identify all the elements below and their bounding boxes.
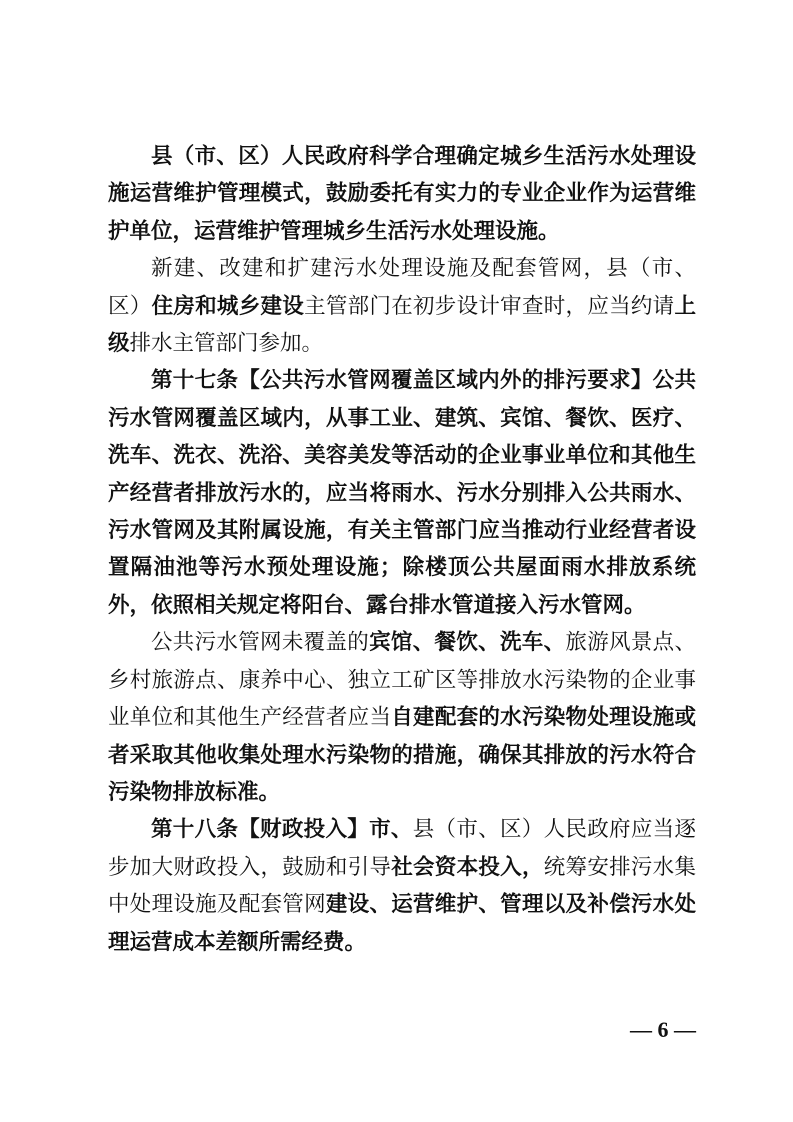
body-text-run: 旅游风景点、乡村旅游点、康养中心、独立工矿区等排放水污染物的企业事业单位和其他生产经营者应当 — [108, 630, 696, 731]
emphasized-text: 县（市、区）人民政府科学合理确定城乡生活污水处理设施运营维护管理模式，鼓励委托有实力的专业企业作为运营维护单位，运营维护管理城乡生活污水处理设施。 — [108, 144, 696, 244]
emphasized-text: 住房和城乡建设 — [151, 293, 305, 319]
body-text-run: 主管部门在初步设计审查时，应当约请 — [304, 293, 675, 319]
body-text-run: 排水主管部门参加。 — [129, 331, 324, 357]
body-text-run: 统筹安排污水集中处理设施及配套管网 — [108, 854, 696, 918]
body-text-run: 公共污水管网未覆盖的 — [151, 630, 370, 656]
paragraph — [108, 138, 696, 250]
emphasized-text: 自建配套的水污染物处理设施或者采取其他收集处理水污染物的措施，确保其排放的污水符合污染物排放标准。 — [108, 705, 696, 805]
emphasized-text: 上级 — [108, 293, 696, 357]
paragraph — [108, 250, 696, 362]
emphasized-text: 宾馆、餐饮、洗车、 — [369, 630, 566, 656]
emphasized-text: 第十七条【公共污水管网覆盖区域内外的排污要求】公共污水管网覆盖区域内，从事工业、建筑、宾馆、餐饮、医疗、洗车、洗衣、洗浴、美容美发等活动的企业事业单位和其他生产经营者排放污水的，应当将雨水、污水分别排入公共雨水、污水管网及其附属设施，有关主管部门应当推动行业经营者设置隔油池等污水预处理设施；除楼顶公共屋面雨水排放系统外，依照相关规定将阳台、露台排水管道接入污水管网。 — [108, 368, 696, 618]
emphasized-text: 社会资本投入， — [391, 854, 544, 880]
body-text-run: 县（市、区）人民政府应当逐步加大财政投入，鼓励和引导 — [108, 817, 696, 880]
emphasized-text: 第十八条【财政投入】市、 — [151, 817, 413, 843]
document-body — [108, 138, 696, 961]
body-text-run: 新建、改建和扩建污水处理设施及配套管网，县（市、区） — [108, 256, 696, 319]
paragraph — [108, 624, 696, 811]
emphasized-text: 建设、运营维护、管理以及补偿污水处理运营成本差额所需经费。 — [108, 892, 696, 955]
page-number: — 6 — — [630, 1017, 696, 1042]
paragraph — [108, 362, 696, 624]
paragraph — [108, 811, 696, 961]
